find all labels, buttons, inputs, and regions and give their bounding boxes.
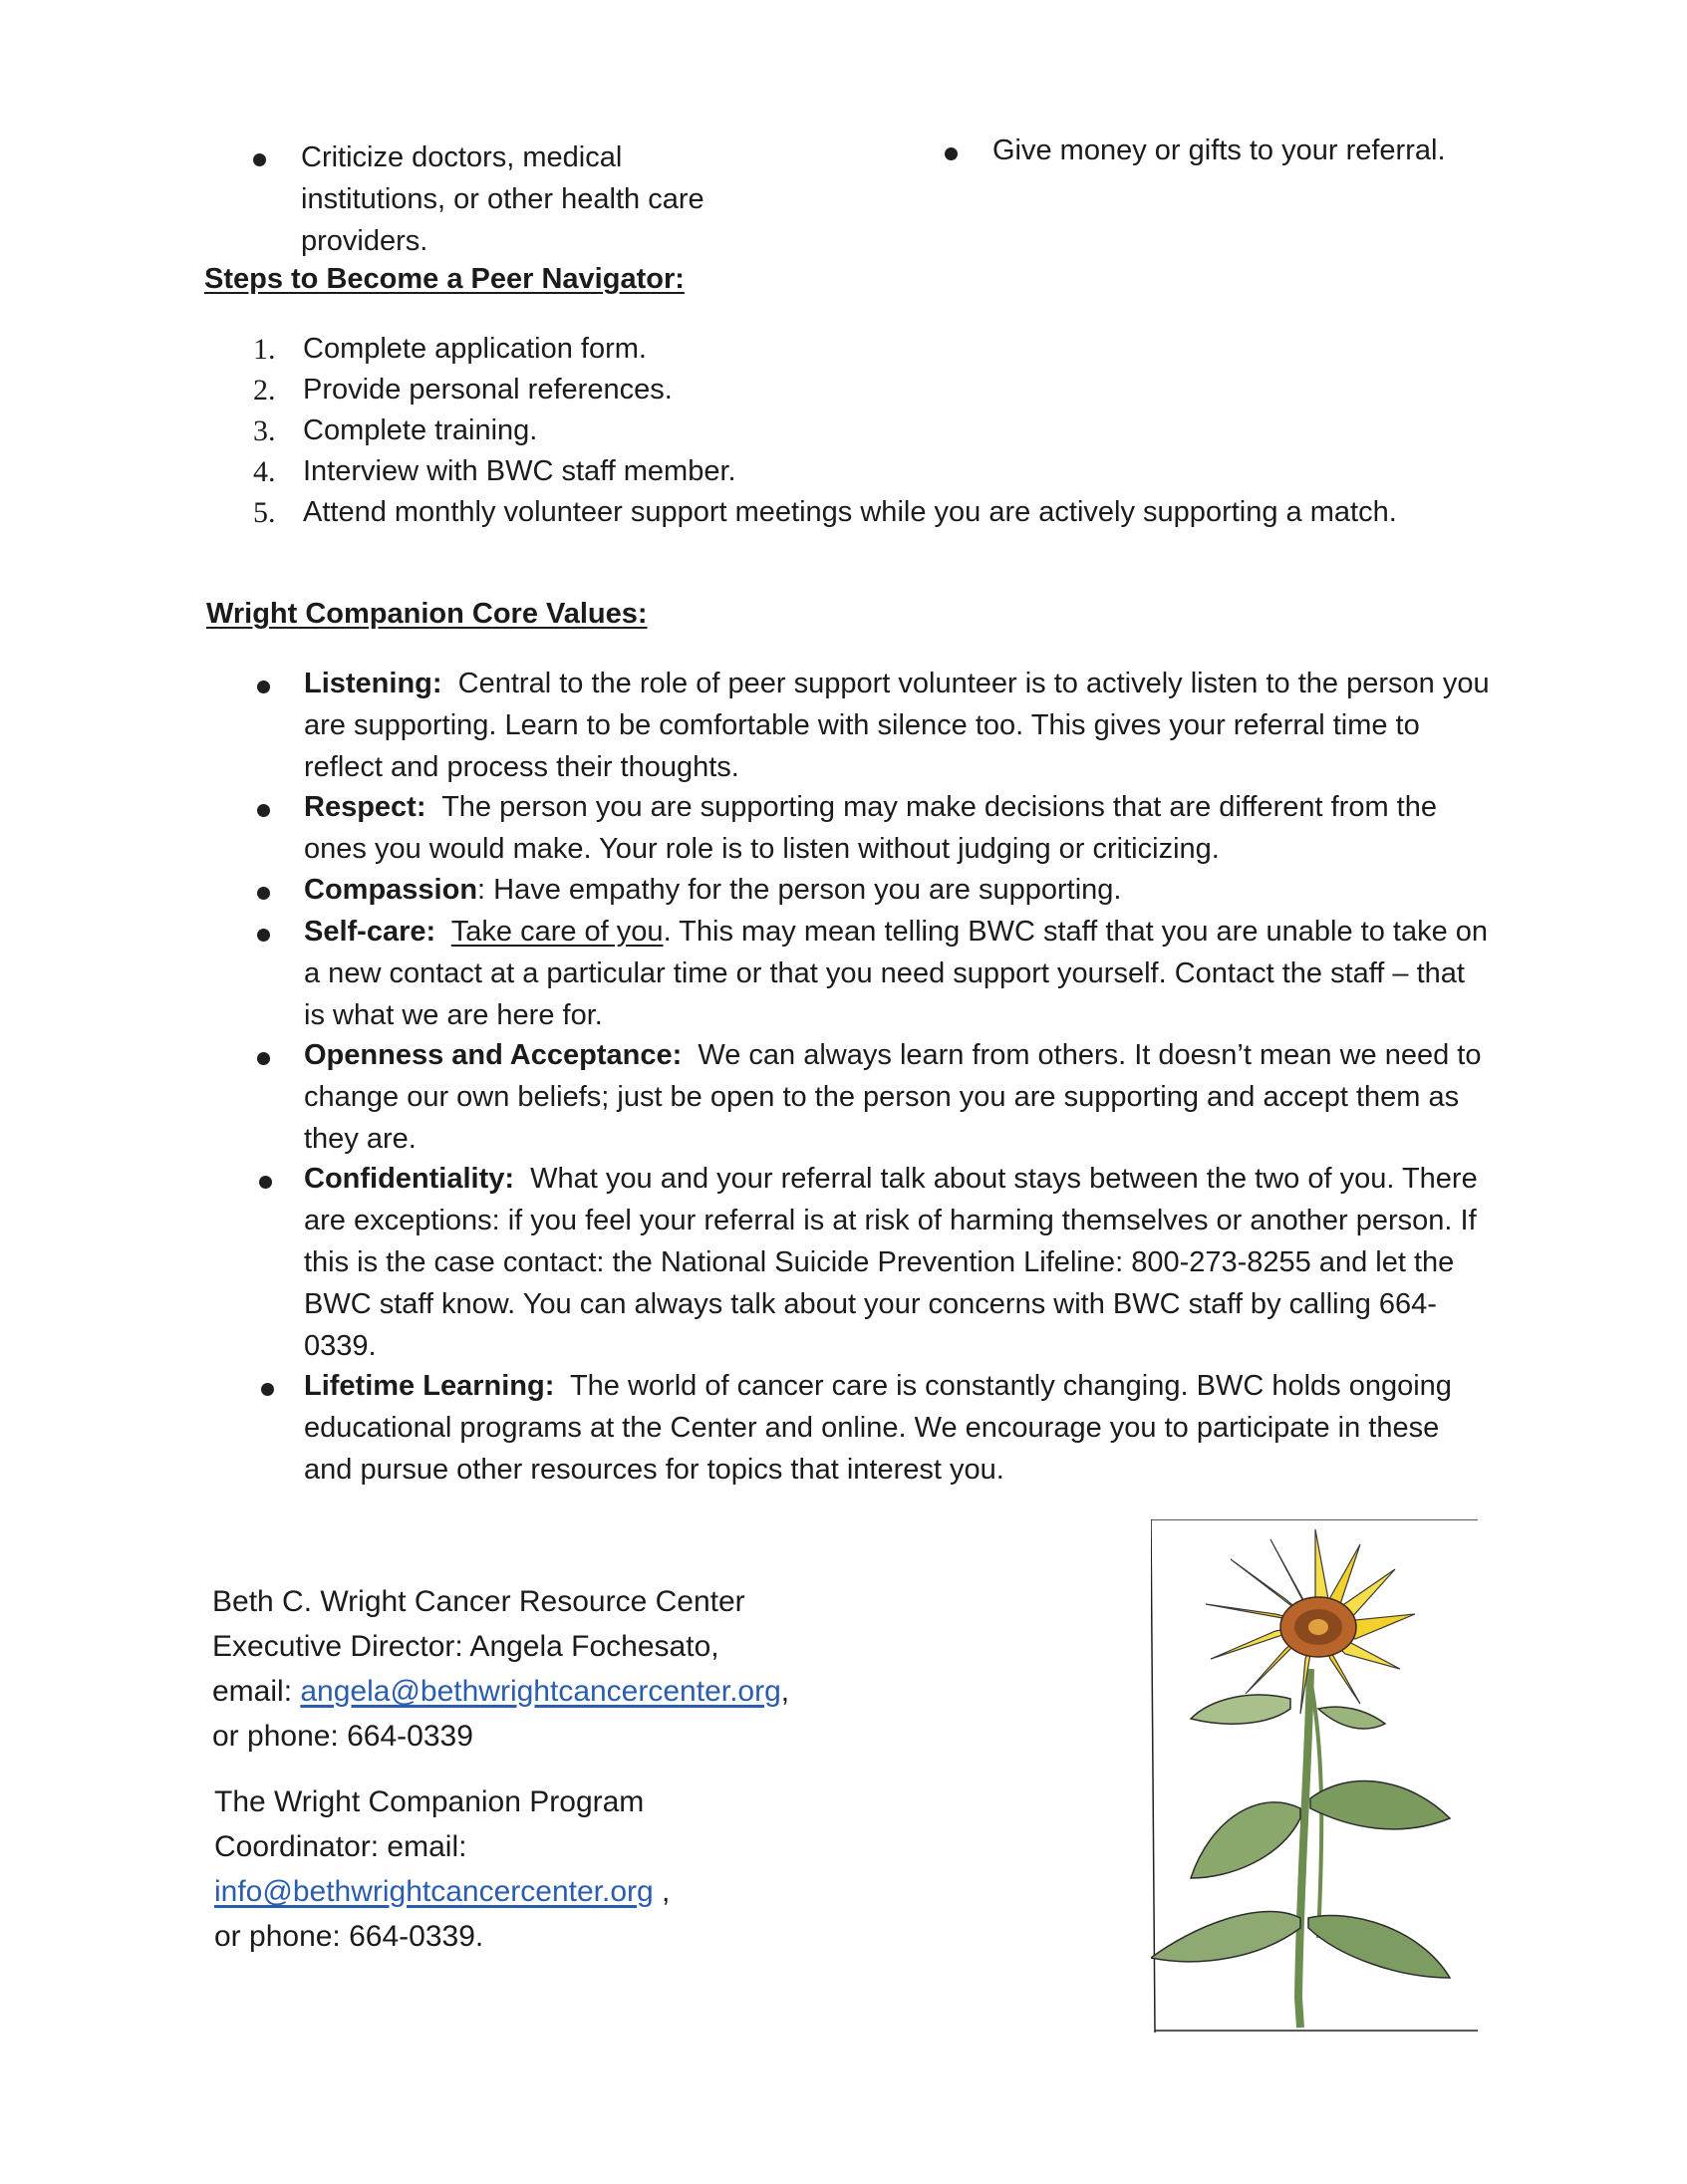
value-confidentiality xyxy=(304,1158,1490,1367)
director-email-link[interactable]: angela@bethwrightcancercenter.org xyxy=(300,1675,781,1708)
value-text: We can always learn from others. It doesn’t mean we need to change our own beliefs; just be open to the person you are supporting and accept them as they are. xyxy=(304,1039,1482,1155)
bullet-dot xyxy=(257,887,270,900)
bullet-dot xyxy=(257,929,270,942)
step-number: 1. xyxy=(253,333,276,366)
bullet-give-money: Give money or gifts to your referral. xyxy=(992,135,1446,166)
contact-center xyxy=(212,1579,930,1759)
value-text: Central to the role of peer support volunteer is to actively listen to the person you are supporting. Learn to be comfortable with silence too. This gives your referral time to reflect and process their thoughts. xyxy=(304,668,1490,783)
value-openness xyxy=(304,1034,1490,1160)
center-name: Beth C. Wright Cancer Resource Center xyxy=(212,1585,745,1618)
step-item xyxy=(253,410,1548,451)
email-suffix: , xyxy=(780,1675,790,1708)
value-text: The world of cancer care is constantly changing. BWC holds ongoing educational programs at the Center and online. We encourage you to participate in these and pursue other resources for topics that interest you. xyxy=(304,1370,1452,1486)
step-item xyxy=(253,370,1548,410)
value-term: Self-care: xyxy=(304,916,436,948)
steps-heading: Steps to Become a Peer Navigator: xyxy=(204,263,685,295)
value-respect xyxy=(304,786,1490,870)
email-suffix: , xyxy=(653,1875,671,1908)
value-term: Compassion xyxy=(304,874,478,906)
info-email-link[interactable]: info@bethwrightcancercenter.org xyxy=(214,1875,654,1908)
steps-list xyxy=(253,329,1548,533)
bullet-dot xyxy=(261,1383,274,1396)
step-text: Complete application form. xyxy=(303,333,647,365)
director-line: Executive Director: Angela Fochesato, xyxy=(212,1630,719,1663)
contact-program xyxy=(214,1779,932,1959)
step-number: 2. xyxy=(253,374,276,407)
step-text: Interview with BWC staff member. xyxy=(303,455,736,487)
value-text: The person you are supporting may make decisions that are different from the ones you would make. Your role is to listen without judging or criticizing. xyxy=(304,791,1437,865)
sunflower-illustration xyxy=(1151,1519,1478,2033)
step-text: Attend monthly volunteer support meetings while you are actively supporting a match. xyxy=(303,496,1397,528)
value-text: : Have empathy for the person you are supporting. xyxy=(477,874,1122,906)
value-compassion xyxy=(304,869,1490,911)
value-listening xyxy=(304,663,1490,788)
center-email-line xyxy=(212,1669,930,1714)
bullet-dot xyxy=(259,1176,272,1189)
step-item xyxy=(253,492,1548,533)
value-emphasis: Take care of you xyxy=(450,916,664,948)
value-term: Lifetime Learning: xyxy=(304,1370,555,1402)
step-number: 4. xyxy=(253,455,276,488)
email-label: email: xyxy=(212,1675,301,1708)
step-item xyxy=(253,451,1548,492)
program-email-line xyxy=(214,1869,932,1914)
step-text: Complete training. xyxy=(303,414,538,446)
step-item xyxy=(253,329,1548,370)
value-text: What you and your referral talk about stays between the two of you. There are exceptions: if you feel your referral is at risk of harming themselves or another person. If this is the case contact: the National Suicide Prevention Lifeline: 800-273-8255 and let the BWC staff know. You can always talk about your concerns with BWC staff by calling 664-0339. xyxy=(304,1163,1478,1362)
step-number: 3. xyxy=(253,414,276,447)
core-values-heading: Wright Companion Core Values: xyxy=(206,598,648,630)
center-phone: or phone: 664-0339 xyxy=(212,1720,473,1753)
bullet-dot xyxy=(257,1052,270,1065)
value-term: Listening: xyxy=(304,668,442,699)
value-self-care xyxy=(304,911,1490,1036)
coordinator-line: Coordinator: email: xyxy=(214,1830,467,1863)
bullet-dot xyxy=(253,153,266,166)
bullet-dot xyxy=(945,147,958,160)
bullet-criticize: Criticize doctors, medical institutions, or other health care providers. xyxy=(301,141,704,257)
step-number: 5. xyxy=(253,496,276,529)
bullet-dot xyxy=(257,804,270,817)
value-term: Openness and Acceptance: xyxy=(304,1039,683,1071)
program-name: The Wright Companion Program xyxy=(214,1785,645,1818)
value-term: Respect: xyxy=(304,791,426,823)
program-phone: or phone: 664-0339. xyxy=(214,1920,484,1953)
step-text: Provide personal references. xyxy=(303,374,673,406)
value-term: Confidentiality: xyxy=(304,1163,515,1195)
value-text: . This may mean telling BWC staff that you are unable to take on a new contact at a particular time or that you need support yourself. Contact the staff – that is what we are here for. xyxy=(304,916,1489,1031)
value-lifetime-learning xyxy=(304,1365,1490,1491)
bullet-dot xyxy=(257,681,270,693)
